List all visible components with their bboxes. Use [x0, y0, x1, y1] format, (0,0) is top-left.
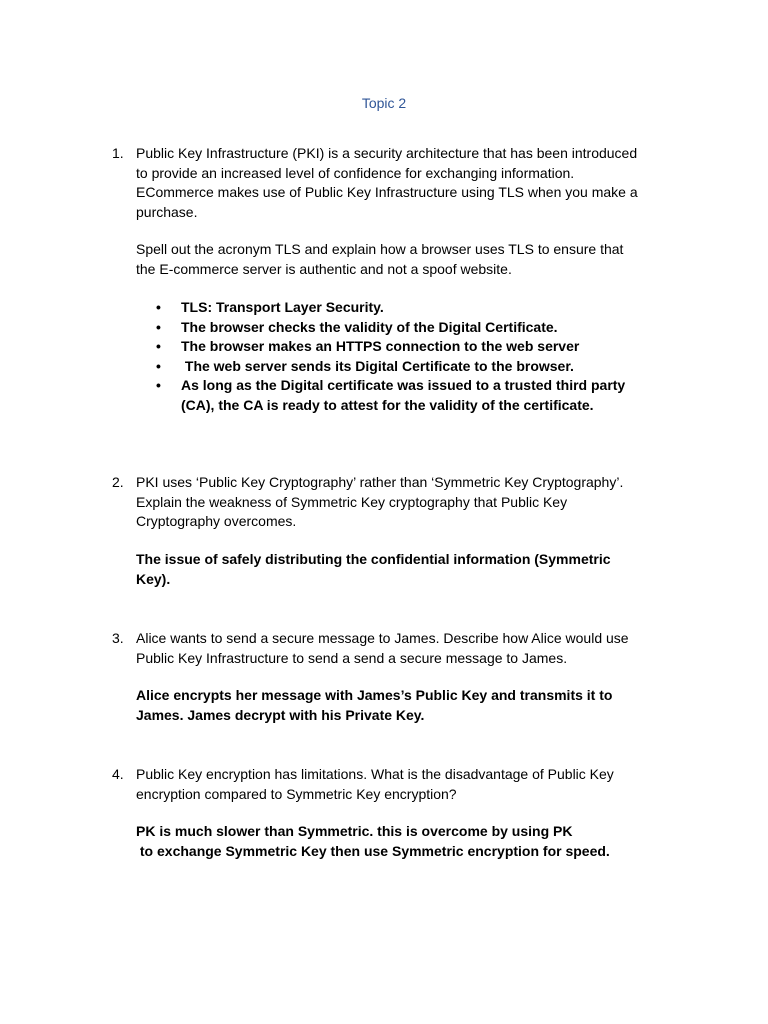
- question-text-line: Public Key Infrastructure to send a send a secure message to James.: [136, 649, 568, 666]
- answer-text: As long as the Digital certificate was issued to a trusted third party: [181, 377, 626, 393]
- answer-bullet-item: [136, 357, 681, 377]
- answer-text-line: PK is much slower than Symmetric. this is overcome by using PK: [136, 823, 573, 839]
- question-text-line: encryption compared to Symmetric Key encryption?: [136, 785, 457, 802]
- page-title: Topic 2: [361, 95, 407, 111]
- answer-text: TLS: Transport Layer Security.: [181, 299, 384, 315]
- answer-text-line: The issue of safely distributing the confidential information (Symmetric: [136, 551, 611, 567]
- answer-text-line: James. James decrypt with his Private Key.: [136, 706, 425, 723]
- question-text-line: Explain the weakness of Symmetric Key cryptography that Public Key: [136, 493, 568, 510]
- answer-bullet-item: [136, 376, 681, 415]
- question-text-line: Public Key Infrastructure (PKI) is a security architecture that has been introduced: [136, 145, 638, 161]
- bullet-icon: •: [156, 299, 161, 315]
- prompt-text-line: the E-commerce server is authentic and not a spoof website.: [136, 260, 512, 277]
- answer-text: (CA), the CA is ready to attest for the validity of the certificate.: [181, 396, 594, 413]
- question-text-line: purchase.: [136, 203, 198, 220]
- question-text-line: PKI uses ‘Public Key Cryptography’ rather than ‘Symmetric Key Cryptography’.: [136, 474, 624, 490]
- question-text-line: Alice wants to send a secure message to James. Describe how Alice would use: [136, 630, 629, 646]
- bullet-icon: •: [156, 318, 161, 335]
- answer-text-line: Key).: [136, 570, 171, 587]
- question-text-line: ECommerce makes use of Public Key Infrastructure using TLS when you make a: [136, 184, 638, 200]
- bullet-icon: •: [156, 357, 161, 374]
- question-text-line: Public Key encryption has limitations. What is the disadvantage of Public Key: [136, 766, 614, 782]
- question-text-line: Cryptography overcomes.: [136, 513, 297, 529]
- prompt-text-line: Spell out the acronym TLS and explain how a browser uses TLS to ensure that: [136, 241, 624, 257]
- question-number: 2.: [112, 474, 124, 490]
- answer-bullet-list: [136, 298, 681, 415]
- answer-bullet-item: [136, 318, 681, 338]
- answer-text-line: Alice encrypts her message with James’s Public Key and transmits it to: [136, 687, 613, 703]
- question-text-line: to provide an increased level of confidence for exchanging information.: [136, 164, 575, 181]
- bullet-icon: •: [156, 338, 161, 354]
- question-number: 4.: [112, 766, 124, 782]
- answer-bullet-item: [136, 337, 681, 357]
- answer-text-line: to exchange Symmetric Key then use Symmetric encryption for speed.: [136, 842, 610, 859]
- bullet-icon: •: [156, 377, 161, 393]
- answer-bullet-item: [136, 298, 681, 318]
- answer-text: The browser makes an HTTPS connection to the web server: [181, 338, 580, 354]
- question-number: 3.: [112, 630, 124, 646]
- answer-text: The web server sends its Digital Certificate to the browser.: [181, 357, 574, 374]
- question-number: 1.: [112, 145, 124, 161]
- answer-text: The browser checks the validity of the Digital Certificate.: [181, 318, 558, 335]
